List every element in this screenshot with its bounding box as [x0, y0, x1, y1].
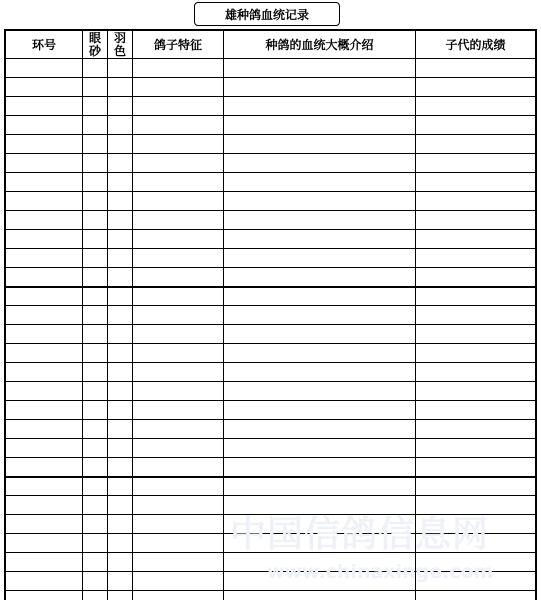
header-feather-color-bottom: 色 — [113, 43, 126, 58]
table-row-line — [6, 514, 535, 515]
table-row-line — [6, 457, 535, 458]
header-feather-color-top: 羽 — [113, 30, 126, 45]
table-row-line — [6, 571, 535, 572]
record-table — [4, 29, 537, 600]
record-title: 雄种鸽血统记录 — [194, 2, 340, 26]
table-row-line — [6, 115, 535, 116]
table-row-line — [6, 324, 535, 325]
table-row-line — [6, 286, 535, 288]
table-row-line — [6, 476, 535, 478]
table-row-line — [6, 191, 535, 192]
table-row-line — [6, 362, 535, 363]
watermark-url: www.chinaxinge.com — [267, 561, 494, 583]
table-row-line — [6, 438, 535, 439]
header-eye-sign-top: 眼 — [88, 30, 101, 45]
table-row-line — [6, 400, 535, 401]
table-row-line — [6, 248, 535, 249]
watermark-brand: 中国信鸽信息网 — [230, 514, 490, 555]
header-offspring-results: 子代的成绩 — [445, 38, 506, 52]
header-ring-number: 环号 — [31, 38, 56, 52]
table-row-line — [6, 210, 535, 211]
header-pigeon-traits: 鸽子特征 — [153, 38, 202, 52]
header-feather-color — [108, 31, 132, 58]
header-rule — [6, 58, 535, 59]
table-row-line — [6, 153, 535, 154]
table-row-line — [6, 134, 535, 135]
table-row-line — [6, 533, 535, 534]
table-row-line — [6, 172, 535, 173]
table-row-line — [6, 229, 535, 230]
table-row-line — [6, 77, 535, 78]
table-row-line — [6, 267, 535, 268]
table-row-line — [6, 590, 535, 591]
table-row-line — [6, 343, 535, 344]
table-row-line — [6, 552, 535, 553]
header-pedigree-intro: 种鸽的血统大概介绍 — [265, 38, 374, 52]
table-row-line — [6, 381, 535, 382]
header-eye-sign — [83, 31, 107, 58]
table-row-line — [6, 96, 535, 97]
table-row-line — [6, 495, 535, 496]
header-eye-sign-bottom: 砂 — [88, 43, 101, 58]
table-row-line — [6, 305, 535, 306]
table-row-line — [6, 419, 535, 420]
